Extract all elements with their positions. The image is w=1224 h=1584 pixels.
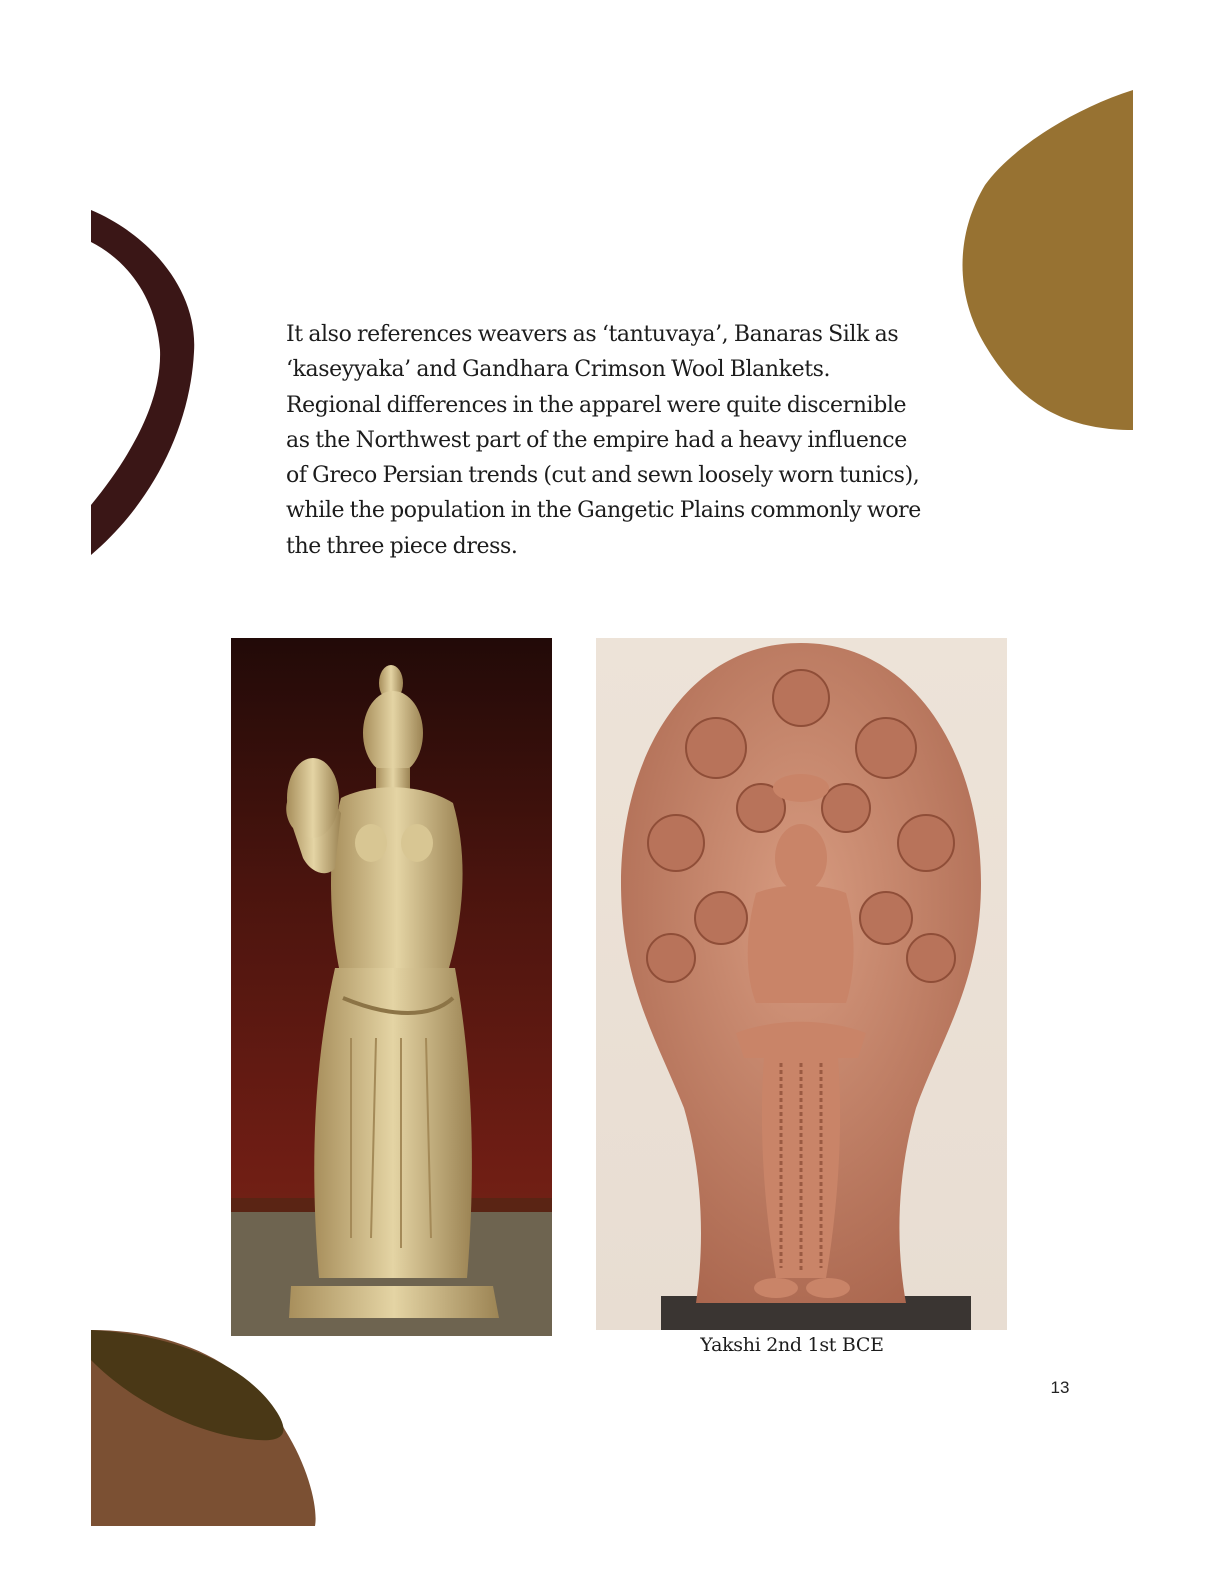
yakshi-terracotta-relief-photo <box>596 638 1007 1330</box>
page-number: 13 <box>1050 1378 1070 1397</box>
ochre-blob-shape <box>963 90 1134 430</box>
dark-arc-shape <box>91 210 194 555</box>
yakshi-statue-photo <box>231 638 552 1336</box>
figure-caption: Yakshi 2nd 1st BCE <box>700 1334 884 1356</box>
body-paragraph: It also references weavers as ‘tantuvaya’, Banaras Silk as ‘kaseyyaka’ and Gandhara Crimson Wool Blankets. Regional differences in the apparel were quite discernible as the Northwest part of the empire had a heavy influence of Greco Persian trends (cut and sewn loosely worn tunics), while the population in the Gangetic Plains commonly wore the three piece dress. <box>286 322 921 559</box>
